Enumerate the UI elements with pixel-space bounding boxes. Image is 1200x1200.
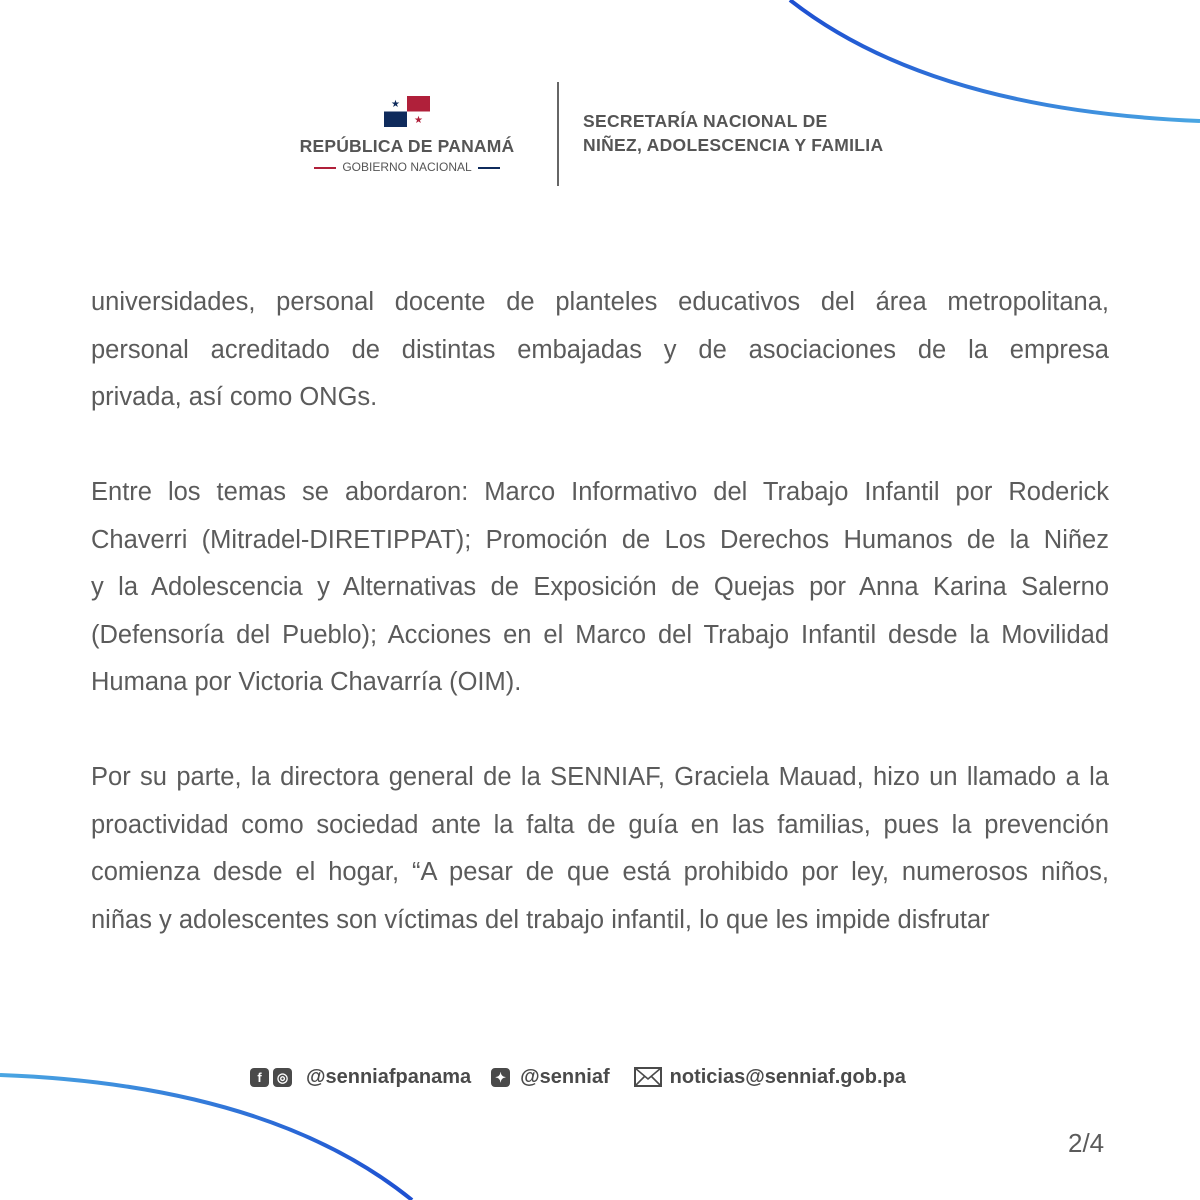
header-divider <box>557 82 559 186</box>
email-link[interactable]: noticias@senniaf.gob.pa <box>669 1065 906 1088</box>
text-line: Por su parte, la directora general de la SENNIAF, Graciela Mauad, hizo un llamado a la <box>91 763 1109 791</box>
paragraph-1 <box>91 279 1109 422</box>
government-name: REPÚBLICA DE PANAMÁ <box>299 136 515 156</box>
text-line: Entre los temas se abordaron: Marco Informativo del Trabajo Infantil por Roderick <box>91 478 1109 506</box>
footer-contacts <box>250 1064 906 1090</box>
top-right-arc <box>790 0 1200 121</box>
social-handle[interactable]: @senniafpanama <box>306 1065 472 1088</box>
bottom-left-arc <box>0 1075 412 1200</box>
panama-flag-icon <box>384 96 430 127</box>
envelope-icon <box>634 1067 662 1087</box>
paragraph-2 <box>91 469 1109 707</box>
twitter-icon: ✦ <box>491 1068 510 1087</box>
secretariat-name <box>583 109 883 157</box>
instagram-icon: ◎ <box>273 1068 292 1087</box>
svg-text:★: ★ <box>391 99 400 110</box>
text-line: niñas y adolescentes son víctimas del trabajo infantil, lo que les impide disfrutar <box>91 905 990 934</box>
text-line: personal acreditado de distintas embajadas y de asociaciones de la empresa <box>91 335 1109 364</box>
text-line: Chaverri (Mitradel-DIRETIPPAT); Promoción de Los Derechos Humanos de la Niñez <box>91 525 1109 554</box>
svg-text:★: ★ <box>414 115 423 126</box>
page-indicator: 2/4 <box>1068 1128 1105 1158</box>
text-line: (Defensoría del Pueblo); Acciones en el Marco del Trabajo Infantil desde la Movilidad <box>91 620 1109 649</box>
text-line: Humana por Victoria Chavarría (OIM). <box>91 668 522 696</box>
government-subtitle-text: GOBIERNO NACIONAL <box>342 160 472 174</box>
text-line: proactividad como sociedad ante la falta de guía en las familias, pues la prevención <box>91 810 1109 839</box>
text-line: universidades, personal docente de planteles educativos del área metropolitana, <box>91 288 1109 316</box>
facebook-icon: f <box>250 1068 269 1087</box>
text-line: y la Adolescencia y Alternativas de Exposición de Quejas por Anna Karina Salerno <box>91 573 1109 601</box>
text-line: comienza desde el hogar, “A pesar de que está prohibido por ley, numerosos niños, <box>91 858 1109 886</box>
twitter-handle[interactable]: @senniaf <box>520 1065 610 1088</box>
article-body <box>91 279 1109 992</box>
secretariat-line-1: SECRETARÍA NACIONAL DE <box>583 111 828 131</box>
text-line: privada, así como ONGs. <box>91 383 378 411</box>
government-subtitle <box>293 160 521 174</box>
secretariat-line-2: NIÑEZ, ADOLESCENCIA Y FAMILIA <box>583 135 884 155</box>
paragraph-3 <box>91 754 1109 944</box>
